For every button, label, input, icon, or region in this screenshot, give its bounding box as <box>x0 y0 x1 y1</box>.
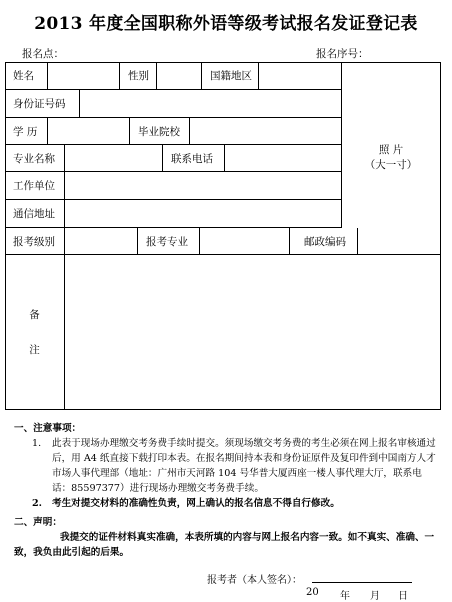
photo-box <box>342 62 441 255</box>
declaration-section <box>14 515 439 560</box>
registration-serial-label: 报名序号： <box>316 48 369 60</box>
notes-heading: 一、注意事项： <box>14 423 82 434</box>
workplace-label: 工作单位 <box>5 172 65 200</box>
exam-major-label: 报考专业 <box>138 228 200 255</box>
note-item-2-text: 考生对提交材料的准确性负责，网上确认的报名信息不得自行修改。 <box>52 498 340 509</box>
level-field[interactable] <box>65 228 138 255</box>
note-item-1-number: 1. <box>32 438 42 449</box>
major-label: 专业名称 <box>5 145 65 172</box>
exam-major-field[interactable] <box>200 228 290 255</box>
date-year: 20 <box>306 587 319 598</box>
note-item-1 <box>14 436 439 496</box>
remarks-label-char2: 注 <box>29 344 40 356</box>
region-label: 国籍地区 <box>202 62 259 90</box>
registration-site-label: 报名点： <box>22 48 64 60</box>
date-day-unit: 日 <box>398 591 408 602</box>
remarks-field[interactable] <box>65 255 441 410</box>
workplace-field[interactable] <box>65 172 342 200</box>
major-field[interactable] <box>65 145 163 172</box>
school-field[interactable] <box>190 118 342 145</box>
name-label: 姓名 <box>5 62 48 90</box>
note-item-2 <box>14 496 439 511</box>
photo-size-label: （大一寸） <box>364 159 418 171</box>
page-title: 2013 年度全国职称外语等级考试报名发证登记表 <box>34 14 418 34</box>
remarks-label <box>5 255 65 410</box>
id-number-field[interactable] <box>80 90 342 118</box>
school-label: 毕业院校 <box>130 118 190 145</box>
gender-field[interactable] <box>157 62 202 90</box>
note-item-2-number: 2. <box>32 498 43 509</box>
remarks-label-char1: 备 <box>29 309 40 321</box>
declaration-heading: 二、声明： <box>14 517 62 528</box>
phone-label: 联系电话 <box>163 145 225 172</box>
date-year-unit: 年 <box>340 591 350 602</box>
postcode-label: 邮政编码 <box>290 228 358 255</box>
photo-label: 照 片 <box>378 144 404 156</box>
region-field[interactable] <box>259 62 342 90</box>
postcode-field[interactable] <box>358 228 441 255</box>
level-label: 报考级别 <box>5 228 65 255</box>
id-number-label: 身份证号码 <box>5 90 80 118</box>
address-field[interactable] <box>65 200 342 228</box>
name-field[interactable] <box>48 62 120 90</box>
date-month-unit: 月 <box>370 591 380 602</box>
signature-line[interactable] <box>312 582 412 583</box>
address-label: 通信地址 <box>5 200 65 228</box>
declaration-text: 我提交的证件材料真实准确，本表所填的内容与网上报名内容一致。如不真实、准确、一致，我负由此引起的后果。 <box>14 532 435 558</box>
education-label: 学 历 <box>5 118 48 145</box>
notes-section <box>14 421 439 511</box>
note-item-1-text: 此表于现场办理缴交考务费手续时提交。须现场缴交考务费的考生必须在网上报名审核通过后，用 A4 纸直接下载打印本表。在报名期间持本表和身份证原件及复印件到中国南方人才市场人事代理部（地址：广州市天河路 104 号华普大厦西座一楼人事代理大厅，联系电话：85597377）进行现场办理缴交考务费手续。 <box>52 438 436 494</box>
gender-label: 性别 <box>120 62 157 90</box>
education-field[interactable] <box>48 118 130 145</box>
phone-field[interactable] <box>225 145 342 172</box>
signature-label: 报考者（本人签名）： <box>207 575 302 586</box>
